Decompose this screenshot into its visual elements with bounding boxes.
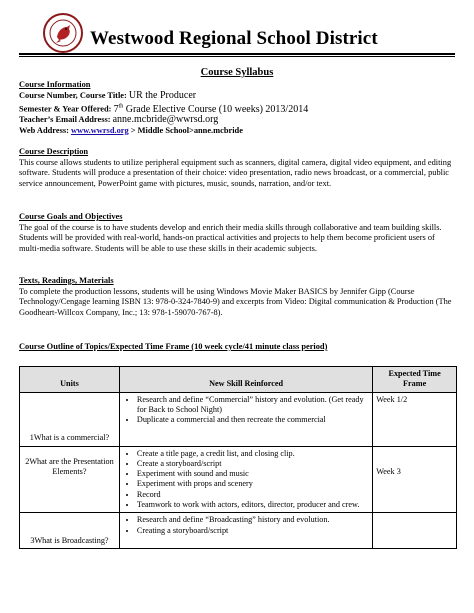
- web-label: Web Address:: [19, 125, 69, 135]
- semester-row: [19, 101, 455, 115]
- header-rule: [19, 53, 455, 55]
- course-information: [19, 80, 455, 136]
- texts-readings-text: To complete the production lessons, students will be using Windows Movie Maker BASICS by Jennifer Gipp (Course Technology/Cengage learning ISBN 13: 978-0-324-7840-9) and excerpts from Video: Digital communication & Production (The Goodheart-Willcox Company, Inc.; 13: 978-1-59070-767-8).: [19, 286, 452, 317]
- column-header-time: Expected Time Frame: [373, 367, 457, 393]
- district-logo: [43, 13, 83, 53]
- table-row: [20, 392, 457, 446]
- skill-item: • Experiment with sound and music: [137, 469, 369, 479]
- semester-label: Semester & Year Offered:: [19, 104, 112, 114]
- skill-item: • Create a storyboard/script: [137, 459, 369, 469]
- skills-cell: [119, 513, 372, 549]
- web-row: [19, 126, 455, 137]
- course-goals-text: The goal of the course is to have students develop and enrich their media skills through collaborative and team building skills. Students will be provided with real-world, hands-on practical activities and projects to help them become proficient users of multi-media software. Students will be able to use these skills in their academic subjects.: [19, 222, 442, 253]
- skill-item: • Research and define “Broadcasting” history and evolution.: [137, 515, 369, 525]
- district-title: Westwood Regional School District: [90, 28, 378, 49]
- header-rule-thin: [19, 56, 455, 57]
- texts-readings-heading: Texts, Readings, Materials: [19, 276, 114, 285]
- course-information-heading: Course Information: [19, 80, 91, 89]
- unit-cell: 1What is a commercial?: [20, 392, 120, 446]
- table-row: [20, 513, 457, 549]
- column-header-units: Units: [20, 367, 120, 393]
- unit-cell: 3What is Broadcasting?: [20, 513, 120, 549]
- skill-item: • Experiment with props and scenery: [137, 479, 369, 489]
- outline-heading: Course Outline of Topics/Expected Time Frame (10 week cycle/41 minute class period): [19, 342, 328, 351]
- skills-cell: [119, 392, 372, 446]
- semester-value: 7th Grade Elective Course (10 weeks) 2013/2014: [113, 103, 309, 115]
- email-value[interactable]: anne.mcbride@wwrsd.org: [112, 114, 219, 126]
- table-header-row: [20, 367, 457, 393]
- course-description: [19, 147, 455, 189]
- course-goals-heading: Course Goals and Objectives: [19, 212, 123, 221]
- texts-readings: [19, 276, 455, 318]
- web-link[interactable]: www.wwrsd.org: [70, 125, 129, 135]
- course-goals: [19, 212, 455, 254]
- course-description-text: This course allows students to utilize peripheral equipment such as scanners, digital camera, digital video equipment, and editing software. Students will produce a presentation of their choice: video presentation, radio news broadcast, or a commercial, public service announcement, PowerPoint game with pictures, music, sounds, narration, and/or text.: [19, 157, 452, 188]
- course-description-heading: Course Description: [19, 147, 89, 156]
- time-cell: Week 1/2: [373, 392, 457, 446]
- skill-item: • Record: [137, 490, 369, 500]
- skill-item: • Teamwork to work with actors, editors, director, producer and crew.: [137, 500, 369, 510]
- skill-item: • Create a title page, a credit list, and closing clip.: [137, 449, 369, 459]
- email-label: Teacher’s Email Address:: [19, 115, 111, 125]
- course-number-title-label: Course Number, Course Title:: [19, 90, 127, 100]
- skill-item: • Duplicate a commercial and then recreate the commercial: [137, 415, 369, 425]
- skills-cell: [119, 446, 372, 513]
- cardinal-bird-icon: [48, 18, 78, 48]
- web-path: > Middle School>anne.mcbride: [128, 125, 243, 135]
- outline-table: [19, 366, 457, 549]
- email-row: [19, 115, 455, 126]
- page-title: Course Syllabus: [200, 67, 274, 78]
- skill-item: • Creating a storyboard/script: [137, 526, 369, 536]
- course-number-title-row: [19, 91, 455, 102]
- column-header-skill: New Skill Reinforced: [119, 367, 372, 393]
- outline-section: [19, 342, 455, 353]
- skill-item: • Research and define “Commercial” history and evolution. (Get ready for Back to School Night): [137, 395, 369, 416]
- time-cell: Week 3: [373, 446, 457, 513]
- table-row: [20, 446, 457, 513]
- time-cell: [373, 513, 457, 549]
- course-number-title-value: UR the Producer: [128, 89, 197, 101]
- unit-cell: 2What are the Presentation Elements?: [20, 446, 120, 513]
